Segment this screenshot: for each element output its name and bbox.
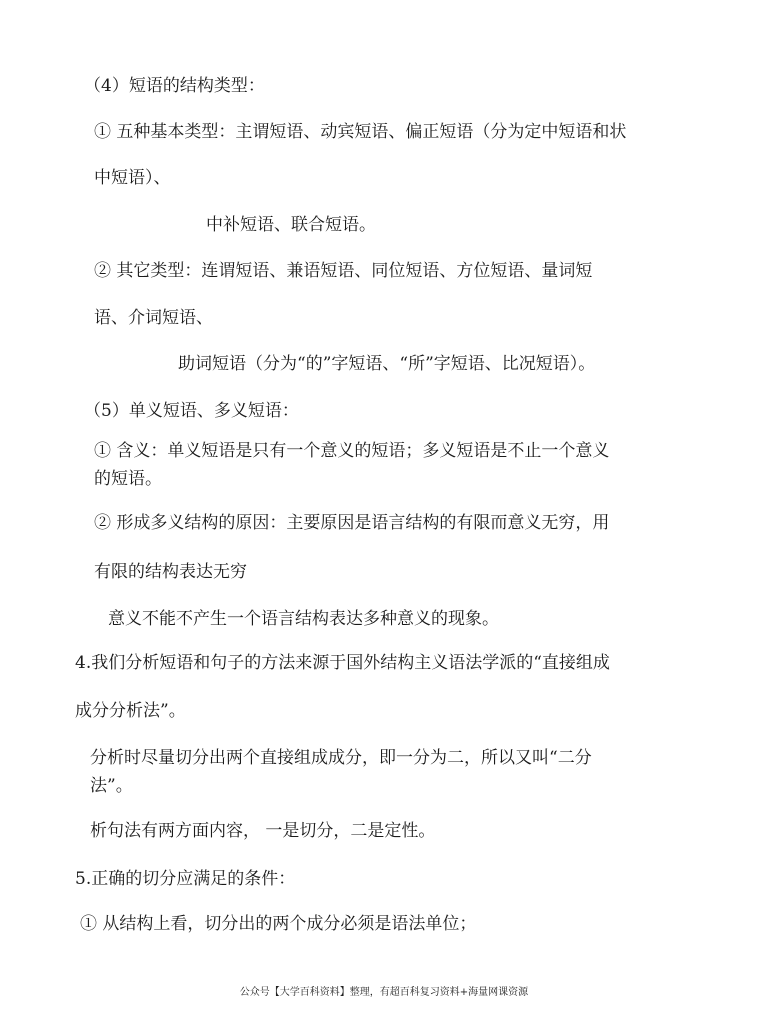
- analysis-line-1: 分析时尽量切分出两个直接组成成分，即一分为二，所以又叫“二分: [90, 748, 592, 768]
- list-item-2-line-2: 语、介词短语、: [94, 308, 213, 328]
- point-5-item-1: ① 从结构上看，切分出的两个成分必须是语法单位；: [80, 914, 477, 934]
- analysis-line-2: 法”。: [90, 776, 133, 796]
- point-4-line-1: 4.我们分析短语和句子的方法来源于国外结构主义语法学派的“直接组成: [75, 653, 610, 673]
- list-item-1-line-3: 中补短语、联合短语。: [206, 215, 376, 235]
- cause-line-3: 意义不能不产生一个语言结构表达多种意义的现象。: [108, 609, 499, 629]
- section-heading-4: （4）短语的结构类型：: [84, 76, 265, 96]
- list-item-2-line-1: ② 其它类型：连谓短语、兼语短语、同位短语、方位短语、量词短: [94, 261, 593, 281]
- list-item-2-line-3: 助词短语（分为“的”字短语、“所”字短语、比况短语）。: [178, 354, 596, 374]
- method-line: 析句法有两方面内容， 一是切分，二是定性。: [90, 821, 436, 841]
- cause-line-2: 有限的结构表达无穷: [94, 562, 247, 582]
- list-item-1-line-2: 中短语）、: [94, 168, 171, 188]
- list-item-1-line-1: ① 五种基本类型：主谓短语、动宾短语、偏正短语（分为定中短语和状: [94, 122, 627, 142]
- definition-line-1: ① 含义：单义短语是只有一个意义的短语；多义短语是不止一个意义: [94, 441, 610, 461]
- definition-line-2: 的短语。: [94, 469, 162, 489]
- page-footer: 公众号【大学百科资料】整理，有超百科复习资料+海量网课资源: [239, 987, 529, 998]
- section-heading-5: （5）单义短语、多义短语：: [84, 401, 299, 421]
- point-5-heading: 5.正确的切分应满足的条件：: [75, 869, 296, 889]
- point-4-line-2: 成分分析法”。: [75, 701, 186, 721]
- cause-line-1: ② 形成多义结构的原因：主要原因是语言结构的有限而意义无穷，用: [94, 513, 610, 533]
